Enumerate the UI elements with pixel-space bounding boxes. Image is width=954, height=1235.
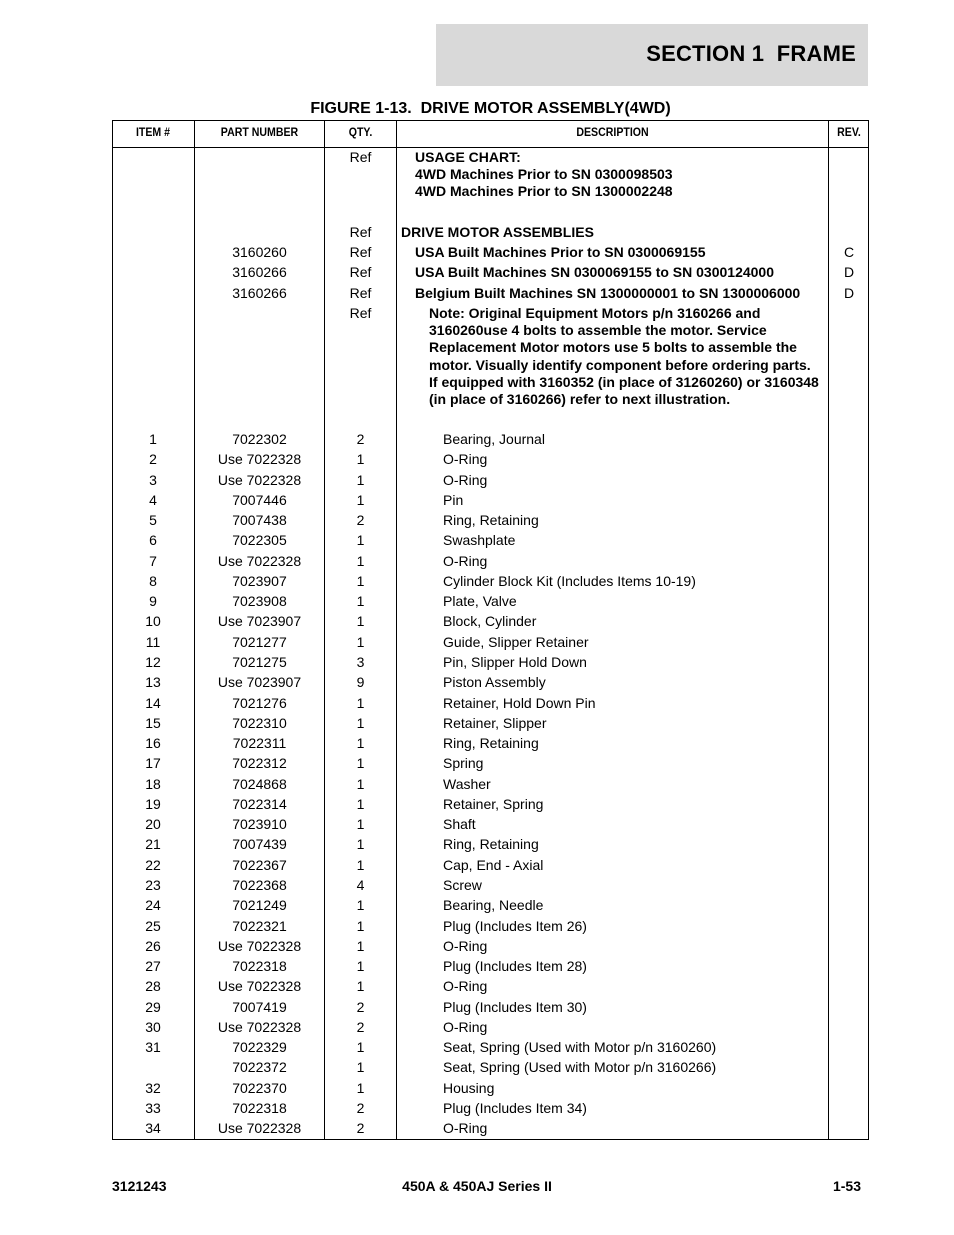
part-number: 7022311 <box>232 735 287 751</box>
quantity: 1 <box>356 471 365 488</box>
part-number: 7022302 <box>232 431 287 447</box>
description: Plug (Includes Item 34) <box>443 1099 587 1116</box>
item-number: 21 <box>145 836 161 853</box>
quantity: 1 <box>356 816 365 833</box>
quantity: 2 <box>356 1099 365 1116</box>
usage-chart-line: 4WD Machines Prior to SN 0300098503 <box>415 166 673 182</box>
note-line: 3160260use 4 bolts to assemble the motor. Service <box>429 322 767 339</box>
quantity: 1 <box>356 978 365 995</box>
description: Plug (Includes Item 28) <box>443 958 587 974</box>
header-qty: QTY. <box>348 127 373 139</box>
quantity: 3 <box>356 654 365 670</box>
description: Shaft <box>443 816 476 833</box>
item-number: 1 <box>149 431 157 447</box>
usage-chart-qty: Ref <box>349 149 372 165</box>
note-qty: Ref <box>349 305 372 321</box>
assembly-description: USA Built Machines SN 0300069155 to SN 0300124000 <box>415 264 775 280</box>
section-title: SECTION 1 FRAME <box>646 41 856 66</box>
assembly-rev: D <box>843 285 855 301</box>
assembly-description: USA Built Machines Prior to SN 0300069155 <box>415 244 706 260</box>
part-number: 7022367 <box>232 856 287 873</box>
description: Pin, Slipper Hold Down <box>443 654 587 670</box>
part-number: Use 7022328 <box>217 1120 302 1137</box>
description: Washer <box>443 775 491 792</box>
note-line: Note: Original Equipment Motors p/n 3160266 and <box>429 305 761 321</box>
quantity: 1 <box>356 613 365 630</box>
quantity: 1 <box>356 897 365 914</box>
item-number: 7 <box>149 552 157 569</box>
item-number: 17 <box>145 755 161 772</box>
item-number: 10 <box>145 613 161 630</box>
description: Bearing, Needle <box>443 897 544 914</box>
footer-model: 450A & 450AJ Series II <box>402 1178 552 1194</box>
header-rev: REV. <box>837 127 861 139</box>
item-number: 31 <box>145 1039 161 1056</box>
header-part-number: PART NUMBER <box>220 127 299 139</box>
item-number: 28 <box>145 978 161 995</box>
assembly-description: Belgium Built Machines SN 1300000001 to SN 1300006000 <box>415 285 801 301</box>
quantity: 1 <box>356 937 365 954</box>
item-number: 3 <box>149 471 157 488</box>
section-header-band <box>436 24 868 86</box>
quantity: 1 <box>356 735 365 751</box>
description: O-Ring <box>443 937 488 954</box>
description: Swashplate <box>443 532 516 549</box>
part-number: 7022318 <box>232 958 287 974</box>
item-number: 12 <box>145 654 161 670</box>
quantity: 1 <box>356 836 365 853</box>
quantity: 1 <box>356 958 365 974</box>
item-number: 32 <box>145 1079 161 1096</box>
item-number: 13 <box>145 674 161 691</box>
part-number: 7022321 <box>232 917 287 934</box>
part-number: 7007439 <box>232 836 287 853</box>
note-line: If equipped with 3160352 (in place of 31260260) or 3160348 <box>429 373 819 390</box>
usage-chart-line: 4WD Machines Prior to SN 1300002248 <box>415 183 673 199</box>
quantity: 1 <box>356 552 365 569</box>
item-number: 20 <box>145 816 161 833</box>
part-number: Use 7022328 <box>217 1018 302 1035</box>
part-number: Use 7022328 <box>217 978 302 995</box>
description: Retainer, Spring <box>443 795 544 812</box>
item-number: 30 <box>145 1018 161 1035</box>
part-number: 7022314 <box>232 795 287 812</box>
part-number: 7022372 <box>232 1059 287 1076</box>
quantity: 1 <box>356 491 365 508</box>
quantity: 1 <box>356 1059 365 1076</box>
note-block <box>429 305 824 408</box>
item-number: 26 <box>145 937 161 954</box>
part-number: Use 7022328 <box>217 937 302 954</box>
assembly-rev: D <box>843 264 855 280</box>
quantity: 1 <box>356 795 365 812</box>
part-number: 7007419 <box>232 998 287 1015</box>
assemblies-heading: DRIVE MOTOR ASSEMBLIES <box>401 224 594 240</box>
quantity: 1 <box>356 572 365 589</box>
quantity: 1 <box>356 593 365 610</box>
part-number: Use 7022328 <box>217 471 302 488</box>
quantity: 1 <box>356 1039 365 1056</box>
header-item: ITEM # <box>135 127 171 139</box>
part-number: Use 7023907 <box>217 613 302 630</box>
quantity: 1 <box>356 633 365 650</box>
quantity: 1 <box>356 694 365 711</box>
part-number: 7007446 <box>232 491 287 508</box>
quantity: 2 <box>356 1120 365 1137</box>
column-divider <box>396 120 397 1140</box>
figure-title: FIGURE 1-13. DRIVE MOTOR ASSEMBLY(4WD) <box>310 100 671 117</box>
description: Screw <box>443 876 482 893</box>
item-number: 15 <box>145 714 161 731</box>
description: Pin <box>443 491 464 508</box>
assembly-qty: Ref <box>349 264 372 280</box>
part-number: Use 7022328 <box>217 552 302 569</box>
quantity: 2 <box>356 998 365 1015</box>
description: O-Ring <box>443 978 488 995</box>
description: Piston Assembly <box>443 674 546 691</box>
quantity: 1 <box>356 532 365 549</box>
description: O-Ring <box>443 451 488 468</box>
description: Spring <box>443 755 484 772</box>
description: Ring, Retaining <box>443 836 539 853</box>
quantity: 9 <box>356 674 365 691</box>
assembly-part-number: 3160260 <box>232 244 287 260</box>
item-number: 5 <box>149 512 157 529</box>
part-number: 7022368 <box>232 876 287 893</box>
description: O-Ring <box>443 552 488 569</box>
part-number: 7022370 <box>232 1079 287 1096</box>
assembly-part-number: 3160266 <box>232 285 287 301</box>
note-line: motor. Visually identify component before ordering parts. <box>429 356 811 373</box>
quantity: 2 <box>356 512 365 529</box>
description: Retainer, Hold Down Pin <box>443 694 596 711</box>
item-number: 34 <box>145 1120 161 1137</box>
description: Housing <box>443 1079 495 1096</box>
part-number: 7021249 <box>232 897 287 914</box>
description: Plate, Valve <box>443 593 517 610</box>
assemblies-qty: Ref <box>349 224 372 240</box>
part-number: Use 7022328 <box>217 451 302 468</box>
part-number: 7021275 <box>232 654 287 670</box>
part-number: 7023908 <box>232 593 287 610</box>
quantity: 1 <box>356 775 365 792</box>
quantity: 1 <box>356 1079 365 1096</box>
quantity: 4 <box>356 876 365 893</box>
quantity: 1 <box>356 714 365 731</box>
assembly-qty: Ref <box>349 285 372 301</box>
part-number: 7022329 <box>232 1039 287 1056</box>
header-divider <box>112 147 869 148</box>
quantity: 2 <box>356 431 365 447</box>
part-number: 7024868 <box>232 775 287 792</box>
usage-chart-title: USAGE CHART: <box>415 149 521 165</box>
note-line: Replacement Motor motors use 5 bolts to assemble the <box>429 339 797 356</box>
description: O-Ring <box>443 471 488 488</box>
part-number: Use 7023907 <box>217 674 302 691</box>
part-number: 7023910 <box>232 816 287 833</box>
description: Ring, Retaining <box>443 512 539 529</box>
description: Retainer, Slipper <box>443 714 547 731</box>
item-number: 22 <box>145 856 161 873</box>
quantity: 1 <box>356 856 365 873</box>
footer-page-number: 1-53 <box>832 1178 861 1194</box>
description: Cylinder Block Kit (Includes Items 10-19) <box>443 572 696 589</box>
item-number: 16 <box>145 735 161 751</box>
part-number: 7022310 <box>232 714 287 731</box>
quantity: 2 <box>356 1018 365 1035</box>
description: Bearing, Journal <box>443 431 545 447</box>
item-number: 9 <box>149 593 157 610</box>
part-number: 7021276 <box>232 694 287 711</box>
item-number: 2 <box>149 451 157 468</box>
description: Ring, Retaining <box>443 735 539 751</box>
assembly-part-number: 3160266 <box>232 264 287 280</box>
quantity: 1 <box>356 917 365 934</box>
item-number: 14 <box>145 694 161 711</box>
item-number: 24 <box>145 897 161 914</box>
item-number: 29 <box>145 998 161 1015</box>
item-number: 6 <box>149 532 157 549</box>
item-number: 18 <box>145 775 161 792</box>
description: Seat, Spring (Used with Motor p/n 3160266) <box>443 1059 717 1076</box>
description: Guide, Slipper Retainer <box>443 633 589 650</box>
assembly-rev: C <box>843 244 855 260</box>
part-number: 7023907 <box>232 572 287 589</box>
item-number: 33 <box>145 1099 161 1116</box>
part-number: 7022318 <box>232 1099 287 1116</box>
quantity: 1 <box>356 755 365 772</box>
header-description: DESCRIPTION <box>576 127 649 139</box>
description: O-Ring <box>443 1120 488 1137</box>
item-number: 8 <box>149 572 157 589</box>
description: Block, Cylinder <box>443 613 537 630</box>
note-line: (in place of 3160266) refer to next illustration. <box>429 391 731 408</box>
part-number: 7022305 <box>232 532 287 549</box>
description: Seat, Spring (Used with Motor p/n 3160260) <box>443 1039 717 1056</box>
assembly-qty: Ref <box>349 244 372 260</box>
part-number: 7007438 <box>232 512 287 529</box>
item-number: 25 <box>145 917 161 934</box>
part-number: 7022312 <box>232 755 287 772</box>
item-number: 4 <box>149 491 157 508</box>
footer-doc-number: 3121243 <box>112 1178 167 1194</box>
description: O-Ring <box>443 1018 488 1035</box>
item-number: 23 <box>145 876 161 893</box>
item-number: 11 <box>145 633 161 650</box>
description: Cap, End - Axial <box>443 856 544 873</box>
part-number: 7021277 <box>232 633 287 650</box>
description: Plug (Includes Item 26) <box>443 917 587 934</box>
description: Plug (Includes Item 30) <box>443 998 587 1015</box>
item-number: 27 <box>145 958 161 974</box>
quantity: 1 <box>356 451 365 468</box>
item-number: 19 <box>145 795 161 812</box>
